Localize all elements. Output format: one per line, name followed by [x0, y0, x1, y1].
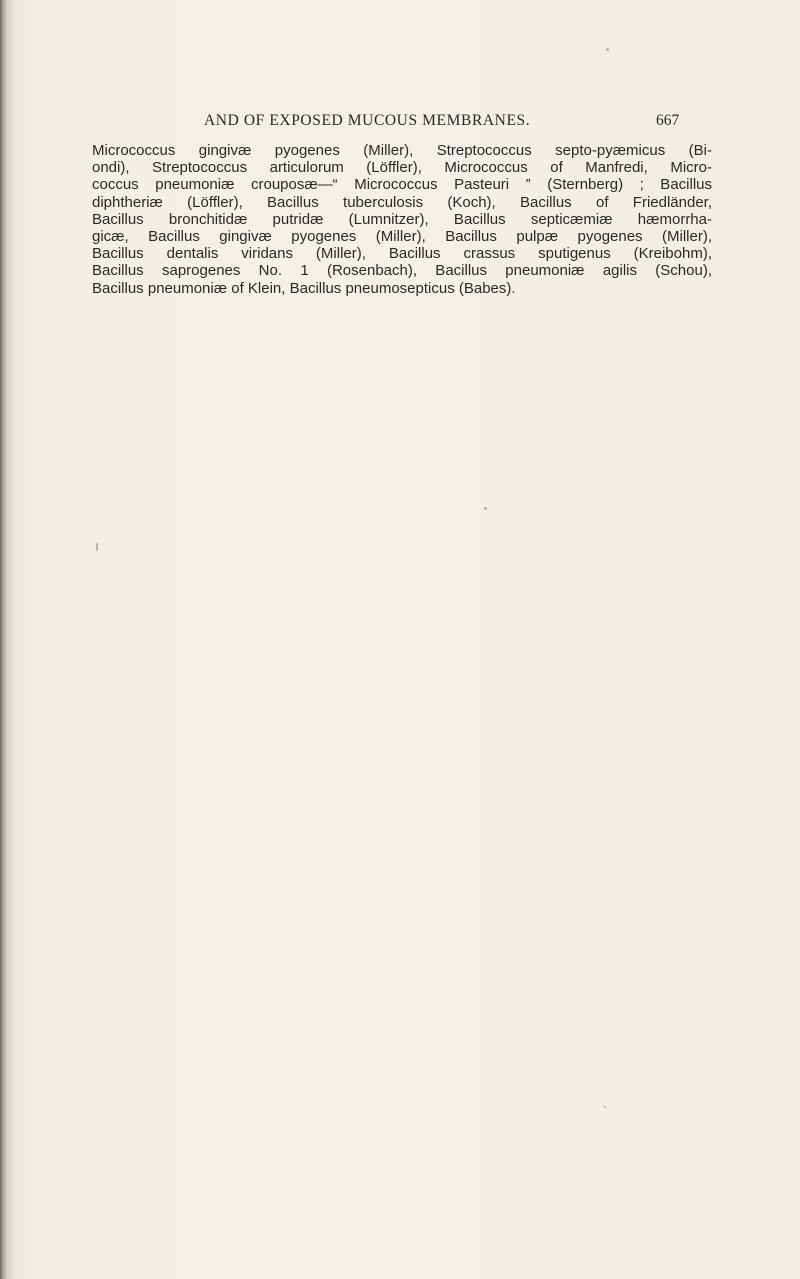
running-title: AND OF EXPOSED MUCOUS MEMBRANES. [204, 112, 531, 129]
text-line: gicæ, Bacillus gingivæ pyogenes (Miller), Bacillus pulpæ pyogenes (Miller), [92, 227, 712, 245]
text-line: ondi), Streptococcus articulorum (Löffler), Micrococcus of Manfredi, Micro- [92, 159, 712, 177]
paper-speck [484, 507, 487, 510]
text-line: Micrococcus gingivæ pyogenes (Miller), Streptococcus septo-pyæmicus (Bi- [92, 142, 712, 159]
page-binding-edge [0, 0, 14, 1279]
text-line: Bacillus bronchitidæ putridæ (Lumnitzer), Bacillus septicæmiæ hæmorrha- [92, 210, 712, 228]
text-line: diphtheriæ (Löffler), Bacillus tuberculosis (Koch), Bacillus of Friedländer, [92, 193, 712, 211]
running-head [0, 112, 800, 132]
page-number: 667 [656, 112, 680, 129]
paper-speck [96, 543, 98, 551]
text-line: coccus pneumoniæ crouposæ—“ Micrococcus Pasteuri ” (Sternberg) ; Bacillus [92, 176, 712, 194]
text-line: Bacillus dentalis viridans (Miller), Bacillus crassus sputigenus (Kreibohm), [92, 245, 712, 263]
paper-speck [604, 1106, 606, 1108]
paper-speck [606, 48, 609, 51]
text-line: Bacillus pneumoniæ of Klein, Bacillus pneumosepticus (Babes). [92, 279, 516, 297]
text-line: Bacillus saprogenes No. 1 (Rosenbach), Bacillus pneumoniæ agilis (Schou), [92, 262, 712, 280]
body-paragraph [92, 142, 712, 297]
